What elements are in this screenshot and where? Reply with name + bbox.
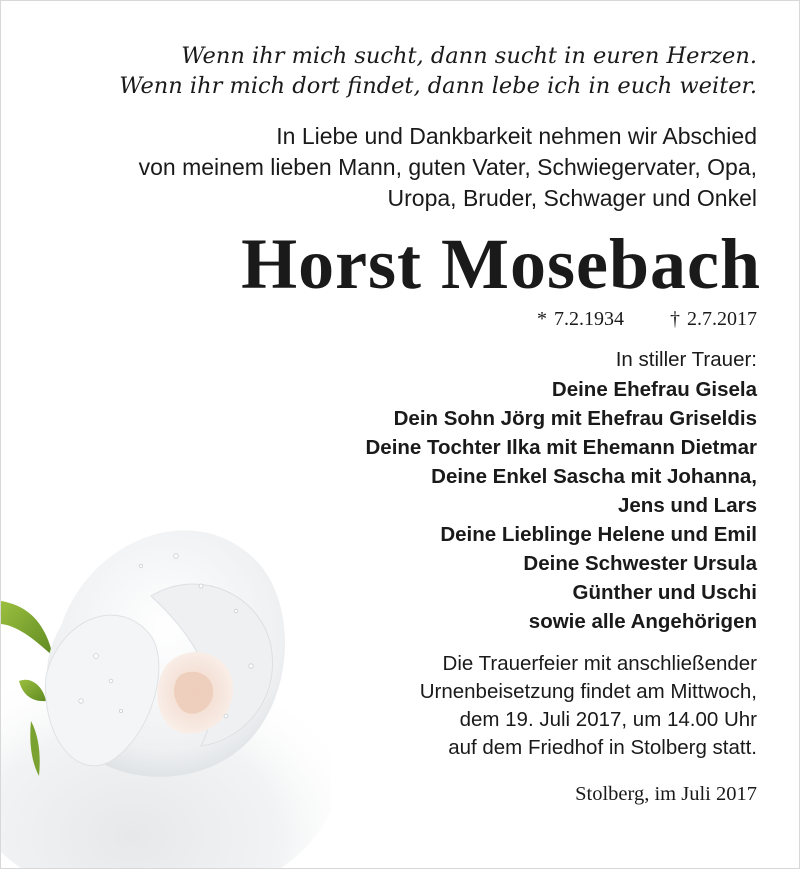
death-date: † 2.7.2017 xyxy=(670,308,757,330)
mourners-intro: In stiller Trauer: xyxy=(615,348,757,371)
mourner-line: Deine Ehefrau Gisela xyxy=(551,378,757,401)
mourner-line: Deine Tochter Ilka mit Ehemann Dietmar xyxy=(365,436,757,459)
mourners-list xyxy=(37,375,757,636)
place-and-date: Stolberg, im Juli 2017 xyxy=(575,783,757,805)
funeral-line: Die Trauerfeier mit anschließender xyxy=(442,652,757,675)
deceased-name: Horst Mosebach xyxy=(241,224,761,304)
obituary-text xyxy=(37,41,761,808)
funeral-line: dem 19. Juli 2017, um 14.00 Uhr xyxy=(459,708,757,731)
mourner-line: Deine Lieblinge Helene und Emil xyxy=(440,523,757,546)
intro-line: Uropa, Bruder, Schwager und Onkel xyxy=(387,185,757,211)
birth-date: * 7.2.1934 xyxy=(537,308,624,330)
mourner-line: sowie alle Angehörigen xyxy=(528,610,757,633)
funeral-line: Urnenbeisetzung findet am Mittwoch, xyxy=(419,680,757,703)
mourner-line: Günther und Uschi xyxy=(572,581,757,604)
farewell-intro xyxy=(37,121,757,214)
mourner-line: Jens und Lars xyxy=(618,494,757,517)
quote-line: Wenn ihr mich dort findet, dann lebe ich in euch weiter. xyxy=(119,73,757,99)
funeral-line: auf dem Friedhof in Stolberg statt. xyxy=(448,736,757,759)
life-dates xyxy=(37,306,757,332)
intro-line: In Liebe und Dankbarkeit nehmen wir Abschied xyxy=(276,123,757,149)
mourner-line: Deine Enkel Sascha mit Johanna, xyxy=(431,465,757,488)
quote-line: Wenn ihr mich sucht, dann sucht in euren Herzen. xyxy=(181,43,757,69)
memorial-quote xyxy=(37,41,757,101)
mourner-line: Dein Sohn Jörg mit Ehefrau Griseldis xyxy=(393,407,757,430)
intro-line: von meinem lieben Mann, guten Vater, Schwiegervater, Opa, xyxy=(138,154,757,180)
funeral-details xyxy=(37,650,757,762)
mourner-line: Deine Schwester Ursula xyxy=(523,552,757,575)
